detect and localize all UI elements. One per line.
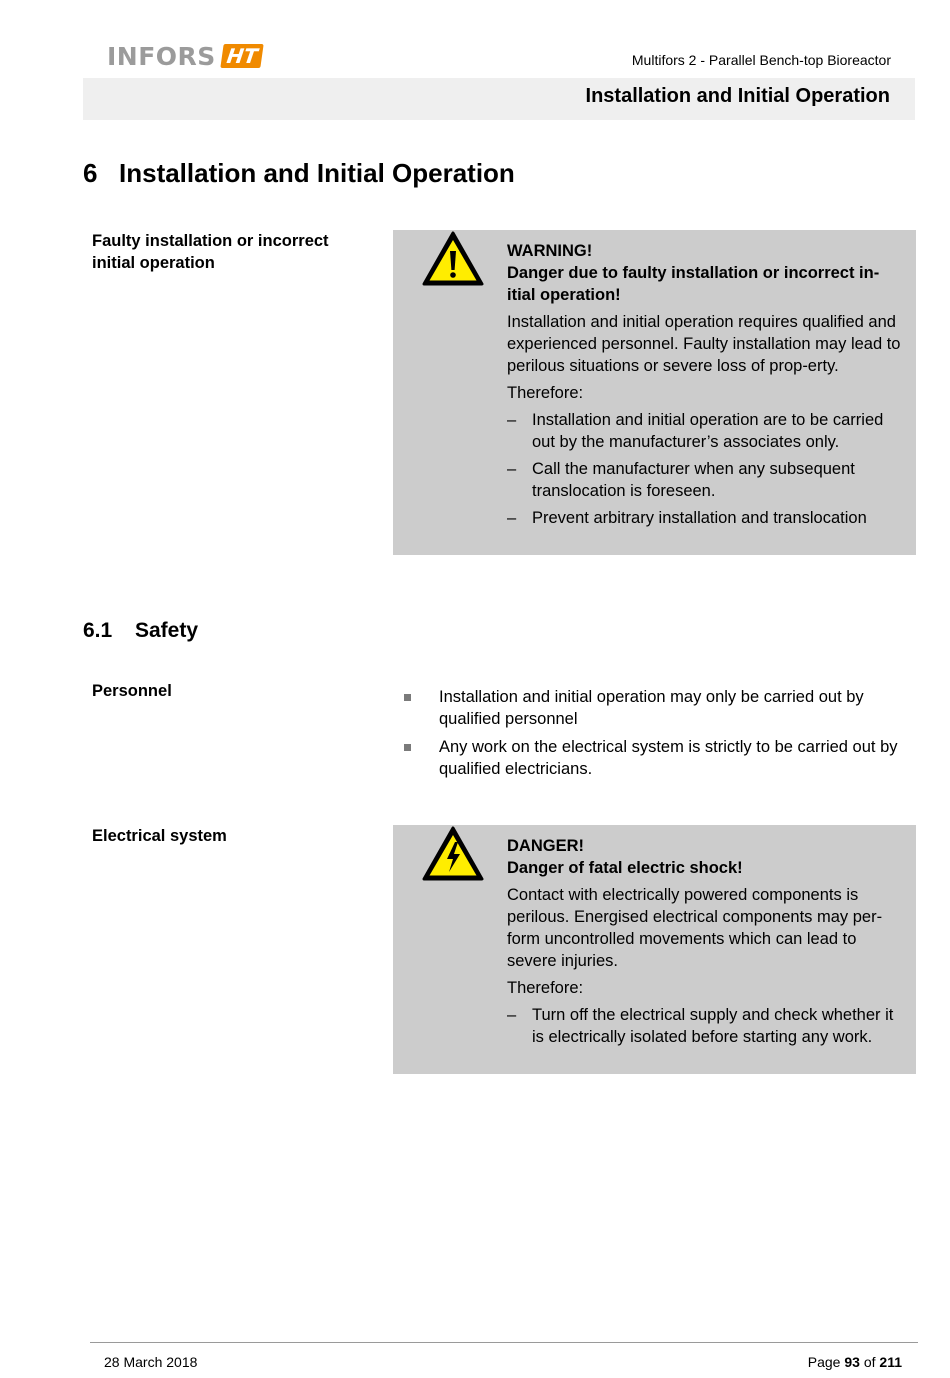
side-label-electrical-system: Electrical system: [92, 827, 227, 845]
dash-marker: –: [507, 460, 517, 478]
logo-text: INFORS: [107, 41, 216, 71]
warning-body: Installation and initial operation requires qualified and experienced personnel. Faulty installation may lead to perilous situations or severe loss of prop-erty.: [507, 313, 901, 375]
page-of: of: [863, 1354, 876, 1370]
list-item-text: Turn off the electrical supply and check whether it is electrically isolated before starting any work.: [532, 1006, 894, 1046]
list-item-text: Any work on the electrical system is strictly to be carried out by qualified electricians.: [439, 738, 898, 778]
danger-signal-word: DANGER!: [507, 837, 584, 855]
list-item-text: Installation and initial operation are to be carried out by the manufacturer’s associates only.: [532, 411, 884, 451]
dash-marker: –: [507, 1006, 517, 1024]
square-bullet-icon: [404, 744, 411, 751]
company-logo: [107, 41, 262, 71]
list-item-text: Call the manufacturer when any subsequent translocation is foreseen.: [532, 460, 855, 500]
personnel-bullet-list: [403, 686, 903, 786]
list-item: [507, 1004, 902, 1048]
dash-marker: –: [507, 411, 517, 429]
list-item: [403, 686, 903, 730]
footer-date: 28 March 2018: [104, 1354, 198, 1370]
list-item: [507, 409, 902, 453]
warning-therefore: Therefore:: [507, 384, 584, 402]
page-total: 211: [879, 1354, 902, 1370]
chapter-number: 6: [83, 158, 98, 188]
danger-headline: Danger of fatal electric shock!: [507, 859, 743, 877]
list-item: [403, 736, 903, 780]
warning-box: [393, 230, 916, 555]
danger-body: Contact with electrically powered components is perilous. Energised electrical components may per-form uncontrolled movements which can lead to severe injuries.: [507, 886, 883, 970]
page-current: 93: [844, 1354, 860, 1370]
product-name: Multifors 2 - Parallel Bench-top Bioreactor: [631, 52, 891, 68]
warning-text: [507, 240, 902, 534]
danger-therefore: Therefore:: [507, 979, 584, 997]
side-label-faulty-installation: Faulty installation or incorrect initial operation: [92, 232, 329, 272]
header-section-title: Installation and Initial Operation: [585, 85, 890, 107]
chapter-title: Installation and Initial Operation: [119, 158, 515, 188]
warning-signal-word: WARNING!: [507, 242, 593, 260]
footer-page-number: [808, 1354, 902, 1370]
warning-headline-line1: Danger due to faulty installation or incorrect in-: [507, 264, 880, 282]
page-label: Page: [807, 1354, 841, 1370]
danger-box: [393, 825, 916, 1074]
list-item: [507, 507, 902, 529]
list-item: [507, 458, 902, 502]
side-label-personnel: Personnel: [92, 682, 172, 700]
list-item-text: Prevent arbitrary installation and translocation: [532, 509, 867, 527]
high-voltage-icon: [421, 825, 485, 883]
section-heading: [83, 619, 198, 643]
footer-divider: [90, 1342, 918, 1343]
chapter-heading: [83, 158, 515, 189]
list-item-text: Installation and initial operation may only be carried out by qualified personnel: [439, 688, 864, 728]
danger-text: [507, 835, 902, 1053]
dash-marker: –: [507, 509, 517, 527]
logo-badge: HT: [220, 44, 264, 68]
section-title: Safety: [135, 619, 199, 642]
section-number: 6.1: [83, 619, 113, 642]
warning-headline-line2: itial operation!: [507, 286, 621, 304]
warning-triangle-icon: [421, 230, 485, 288]
square-bullet-icon: [404, 694, 411, 701]
